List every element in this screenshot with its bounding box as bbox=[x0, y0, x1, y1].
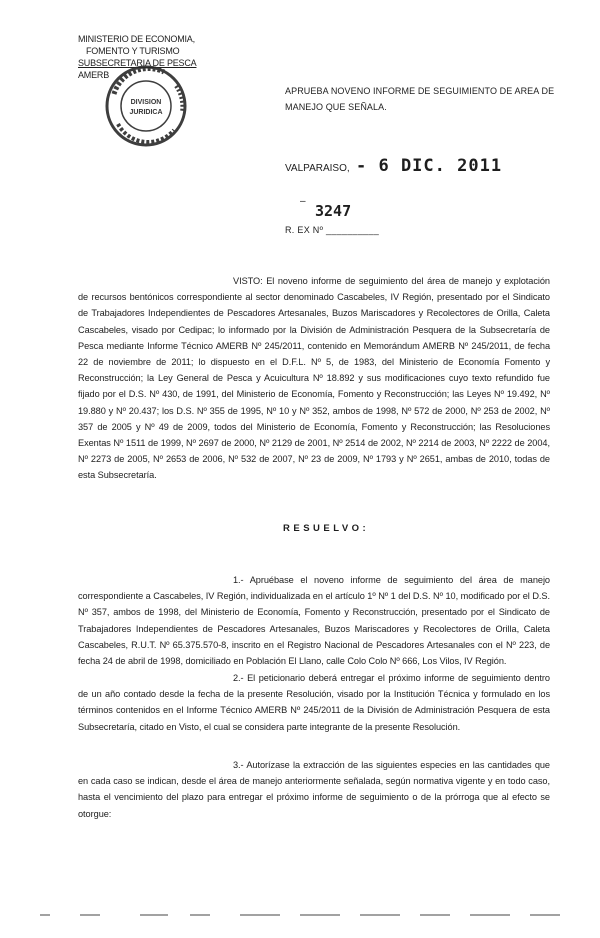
visto-paragraph bbox=[78, 273, 550, 484]
resuelvo-heading: RESUELVO: bbox=[283, 523, 370, 534]
point-2 bbox=[78, 670, 550, 735]
header-line-subsecretaria: SUBSECRETARIA DE PESCA bbox=[78, 58, 197, 68]
visto-text: VISTO: El noveno informe de seguimiento del área de manejo y explotación de recursos bentónicos correspondiente al sector denominado Cascabeles, IV Región, presentado por el Sindicato de Trabajadores Independientes de Pescadores Artesanales, Buzos Mariscadores y Recolectores de Orilla, Caleta Cascabeles, visado por Cedipac; lo informado por la División de Administración Pesquera de la Subsecretaría de Pesca mediante Informe Técnico AMERB Nº 245/2011, contenido en Memorándum AMERB Nº 245/2011, de fecha 22 de noviembre de 2011; lo dispuesto en el D.F.L. Nº 5, de 1983, del Ministerio de Economía Fomento y Reconstrucción; la Ley General de Pesca y Acuicultura Nº 18.892 y sus modificaciones cuyo texto refundido fue fijado por el D.S. Nº 430, de 1991, del Ministerio de Economía, Fomento y Reconstrucción; las Leyes Nº 19.492, Nº 19.880 y Nº 20.437; los D.S. Nº 355 de 1995, Nº 10 y Nº 352, ambos de 1998, Nº 572 de 2000, Nº 253 de 2002, Nº 357 de 2005 y Nº 49 de 2009, todos del Ministerio de Economía, Fomento y Reconstrucción; las Resoluciones Exentas Nº 1511 de 1999, Nº 2697 de 2000, Nº 2129 de 2001, Nº 2514 de 2002, Nº 2214 de 2003, Nº 2222 de 2004, Nº 2273 de 2005, Nº 2653 de 2006, Nº 532 de 2007, Nº 23 de 2009, Nº 1793 y Nº 2651, ambas de 2010, todas de esta Subsecretaría. bbox=[78, 276, 550, 481]
point-3-text: 3.- Autorízase la extracción de las siguientes especies en las cantidades que en cada caso se indican, desde el área de manejo anteriormente señalada, según normativa vigente y en todo caso, hasta el vencimiento del plazo para entregar el próximo informe de seguimiento o de la prórroga que al efecto se otorgue: bbox=[78, 760, 550, 819]
svg-text:JURIDICA: JURIDICA bbox=[129, 109, 163, 116]
point-1 bbox=[78, 572, 550, 669]
header-line-fomento: FOMENTO Y TURISMO bbox=[86, 46, 180, 56]
date-stamp: - 6 DIC. 2011 bbox=[356, 156, 503, 176]
scan-edge-marks bbox=[40, 912, 560, 918]
division-juridica-stamp bbox=[104, 64, 188, 148]
header-line-amerb: AMERB bbox=[78, 70, 110, 80]
svg-text:DIVISION: DIVISION bbox=[130, 99, 162, 106]
resolution-subject: APRUEBA NOVENO INFORME DE SEGUIMIENTO DE AREA DE MANEJO QUE SEÑALA. bbox=[285, 86, 555, 112]
point-2-text: 2.- El peticionario deberá entregar el próximo informe de seguimiento dentro de un año contado desde la fecha de la presente Resolución, visado por la Institución Técnica y formulado en los términos contenidos en el Informe Técnico AMERB Nº 245/2011 de la División de Administración Pesquera de esta Subsecretaría, citado en Visto, el cual se considera parte integrante de la presente Resolución. bbox=[78, 673, 550, 732]
place: VALPARAISO, bbox=[285, 163, 350, 174]
point-3 bbox=[78, 757, 550, 822]
number-dash: – bbox=[300, 196, 306, 207]
point-1-text: 1.- Apruébase el noveno informe de seguimiento del área de manejo correspondiente a Cascabeles, IV Región, individualizada en el artículo 1º Nº 1 del D.S. Nº 10, modificado por el D.S. Nº 357, ambos de 1998, del Ministerio de Economía, Fomento y Reconstrucción, presentado por el Sindicato de Trabajadores Independientes de Pescadores Artesanales, Buzos Mariscadores y Recolectores de Orilla, Caleta Cascabeles, R.U.T. Nº 65.375.570-8, inscrito en el Registro Nacional de Pescadores Artesanales con el Nº 223, de fecha 24 de abril de 1998, domiciliado en Población El Llano, calle Colo Colo Nº 666, Los Vilos, IV Región. bbox=[78, 575, 550, 667]
header-line-ministry: MINISTERIO DE ECONOMIA, bbox=[78, 34, 195, 44]
resolution-label: R. EX Nº __________ bbox=[285, 225, 380, 235]
resolution-number: 3247 bbox=[315, 202, 352, 220]
